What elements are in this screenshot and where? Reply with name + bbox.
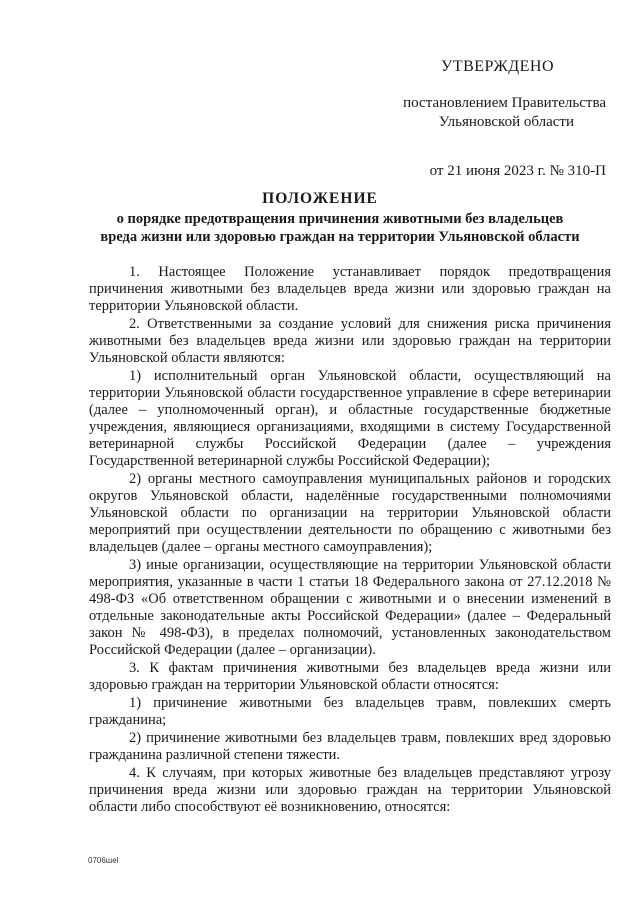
paragraph-2-item-3: 3) иные организации, осуществляющие на территории Ульяновской области мероприятия, указанные в части 1 статьи 18 Федерального закона от 27.12.2018 № 498-ФЗ «Об ответственном обращении с животными и о внесении изменений в отдельные законодательные акты Российской Федерации» (далее – Федеральный закон № 498-ФЗ), в пределах полномочий, установленных законодательством Российской Федерации (далее – организации). <box>89 557 611 658</box>
paragraph-1: 1. Настоящее Положение устанавливает порядок предотвращения причинения животными без владельцев вреда жизни или здоровью граждан на территории Ульяновской области. <box>89 264 611 314</box>
paragraph-2-item-2: 2) органы местного самоуправления муниципальных районов и городских округов Ульяновской области, наделённые государственными полномочиями Ульяновской области по организации на территории Ульяновской области мероприятий при осуществлении деятельности по обращению с животными без владельцев (далее – органы местного самоуправления); <box>89 471 611 555</box>
subtitle-line-2: вреда жизни или здоровью граждан на территории Ульяновской области <box>100 229 580 245</box>
approval-line-2: Ульяновской области <box>438 114 574 130</box>
document-subtitle <box>60 210 620 246</box>
approval-date: от 21 июня 2023 г. № 310-П <box>429 163 606 179</box>
paragraph-3: 3. К фактам причинения животными без владельцев вреда жизни или здоровью граждан на территории Ульяновской области относятся: <box>89 660 611 693</box>
document-body <box>89 264 611 817</box>
document-title: ПОЛОЖЕНИЕ <box>262 190 378 207</box>
subtitle-line-1: о порядке предотвращения причинения животными без владельцев <box>116 211 564 227</box>
approval-line-1: постановлением Правительства <box>403 95 606 111</box>
footer-code: 0706шеl <box>88 856 119 865</box>
approval-word: УТВЕРЖДЕНО <box>440 58 554 75</box>
paragraph-4: 4. К случаям, при которых животные без владельцев представляют угрозу причинения вреда жизни или здоровью граждан на территории Ульяновской области либо способствуют её возникновению, относятся: <box>89 765 611 815</box>
paragraph-2-item-1: 1) исполнительный орган Ульяновской области, осуществляющий на территории Ульяновской области государственное управление в сфере ветеринарии (далее – уполномоченный орган), и областные государственные бюджетные учреждения, являющиеся организациями, входящими в систему Государственной ветеринарной службы Российской Федерации (далее – учреждения Государственной ветеринарной службы Российской Федерации); <box>89 368 611 469</box>
approval-stamp <box>0 58 606 181</box>
paragraph-3-item-1: 1) причинение животными без владельцев травм, повлекших смерть гражданина; <box>89 695 611 728</box>
paragraph-3-item-2: 2) причинение животными без владельцев травм, повлекших вред здоровью гражданина различной степени тяжести. <box>89 730 611 763</box>
paragraph-2: 2. Ответственными за создание условий для снижения риска причинения животными без владельцев вреда жизни или здоровью граждан на территории Ульяновской области являются: <box>89 316 611 366</box>
